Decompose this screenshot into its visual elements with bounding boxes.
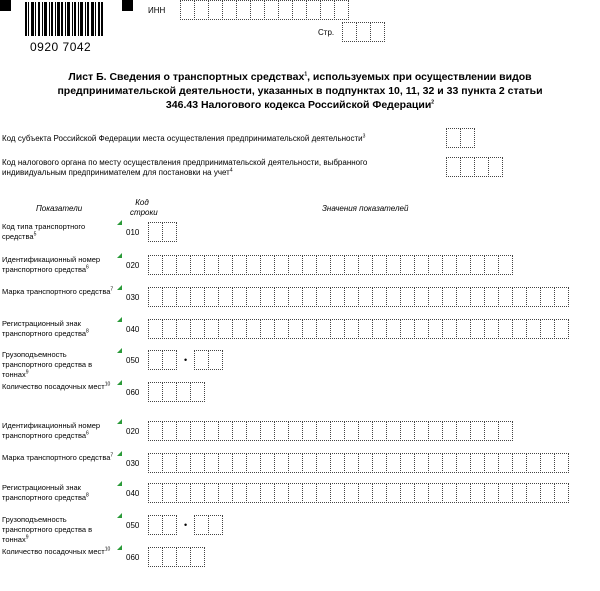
row-020-cell[interactable] — [260, 421, 275, 441]
row-030-cell[interactable] — [358, 453, 373, 473]
row-code-060: 060 — [126, 553, 140, 562]
row-label-050: Грузоподъемность транспортного средства в тоннах$^9$ — [2, 515, 93, 544]
row-040-cell[interactable] — [498, 319, 513, 339]
row-030-cell[interactable] — [344, 453, 359, 473]
subject-code-cell[interactable] — [446, 128, 461, 148]
row-030-cell[interactable] — [302, 287, 317, 307]
row-020-cell[interactable] — [176, 421, 191, 441]
row-code-040: 040 — [126, 325, 140, 334]
row-020-cell[interactable] — [162, 421, 177, 441]
column-header-row-code: Код строки — [130, 198, 158, 217]
row-060-cell[interactable] — [176, 547, 191, 567]
row-040-cell[interactable] — [386, 319, 401, 339]
row-marker — [117, 253, 122, 258]
row-020-cell[interactable] — [372, 421, 387, 441]
row-030-cell[interactable] — [554, 287, 569, 307]
inn-cell[interactable] — [236, 0, 251, 20]
row-060-cell[interactable] — [162, 547, 177, 567]
row-040-cell[interactable] — [218, 319, 233, 339]
inn-cell[interactable] — [320, 0, 335, 20]
row-040-cell[interactable] — [484, 483, 499, 503]
row-label-010: Код типа транспортного средства$^5$ — [2, 222, 86, 241]
row-060-cell[interactable] — [190, 382, 205, 402]
title-footnote-1: 1 — [304, 71, 308, 78]
row-030-cell[interactable] — [232, 453, 247, 473]
row-040-cell[interactable] — [358, 319, 373, 339]
row-020-cell[interactable] — [148, 255, 163, 275]
row-030-cell[interactable] — [484, 287, 499, 307]
row-field-060[interactable] — [148, 547, 204, 567]
row-020-cell[interactable] — [386, 255, 401, 275]
row-020-cell[interactable] — [358, 255, 373, 275]
row-040-cell[interactable] — [302, 483, 317, 503]
inn-cell[interactable] — [180, 0, 195, 20]
row-020-cell[interactable] — [456, 255, 471, 275]
title-footnote-2: 2 — [431, 99, 435, 106]
row-field-050-fraction[interactable] — [194, 515, 222, 535]
row-field-040[interactable] — [148, 483, 568, 503]
row-020-cell[interactable] — [386, 421, 401, 441]
row-code-020: 020 — [126, 261, 140, 270]
row-020-cell[interactable] — [232, 421, 247, 441]
tax-authority-code-cell[interactable] — [488, 157, 503, 177]
row-label-030: Марка транспортного средства$^7$ — [2, 452, 114, 462]
row-030-cell[interactable] — [386, 453, 401, 473]
row-label-020: Идентификационный номер транспортного средства$^6$ — [2, 421, 101, 440]
row-030-cell[interactable] — [232, 287, 247, 307]
sheet-title — [40, 70, 560, 112]
row-030-cell[interactable] — [204, 287, 219, 307]
inn-cell[interactable] — [250, 0, 265, 20]
row-040-cell[interactable] — [498, 483, 513, 503]
row-040-cell[interactable] — [190, 319, 205, 339]
row-040-cell[interactable] — [428, 483, 443, 503]
inn-cell[interactable] — [306, 0, 321, 20]
row-040-cell[interactable] — [176, 319, 191, 339]
column-header-indicators: Показатели — [36, 204, 83, 213]
row-marker — [117, 380, 122, 385]
row-030-cell[interactable] — [190, 453, 205, 473]
corner-marker-right — [122, 0, 133, 11]
row-030-cell[interactable] — [218, 287, 233, 307]
inn-label: ИНН — [148, 6, 166, 15]
row-030-cell[interactable] — [316, 453, 331, 473]
row-020-cell[interactable] — [414, 255, 429, 275]
title-rest: , используемых при осуществлении видов предпринимательской деятельности, указанных в подпунктах 10, 11, 32 и 33 пункта 2 статьи 346.43 Налогового кодекса Российской Федерации — [57, 71, 543, 111]
row-060-cell[interactable] — [190, 547, 205, 567]
row-030-cell[interactable] — [400, 453, 415, 473]
row-060-cell[interactable] — [162, 382, 177, 402]
row-030-cell[interactable] — [470, 453, 485, 473]
row-030-cell[interactable] — [162, 453, 177, 473]
row-marker — [117, 451, 122, 456]
row-field-020[interactable] — [148, 421, 512, 441]
page-number-cell[interactable] — [370, 22, 385, 42]
subject-code-cell[interactable] — [460, 128, 475, 148]
row-020-cell[interactable] — [232, 255, 247, 275]
row-030-cell[interactable] — [274, 287, 289, 307]
inn-cell[interactable] — [334, 0, 349, 20]
row-030-cell[interactable] — [190, 287, 205, 307]
row-020-cell[interactable] — [218, 255, 233, 275]
page-number-cell[interactable] — [356, 22, 371, 42]
row-020-cell[interactable] — [344, 421, 359, 441]
inn-cell[interactable] — [264, 0, 279, 20]
row-030-cell[interactable] — [498, 287, 513, 307]
row-020-cell[interactable] — [456, 421, 471, 441]
row-040-cell[interactable] — [428, 319, 443, 339]
inn-cell[interactable] — [292, 0, 307, 20]
row-030-cell[interactable] — [316, 287, 331, 307]
row-040-cell[interactable] — [190, 483, 205, 503]
row-field-050-integer[interactable] — [148, 515, 176, 535]
row-code-050: 050 — [126, 356, 140, 365]
row-040-cell[interactable] — [330, 483, 345, 503]
row-040-cell[interactable] — [484, 319, 499, 339]
row-040-cell[interactable] — [288, 483, 303, 503]
row-040-cell[interactable] — [526, 319, 541, 339]
row-030-cell[interactable] — [442, 453, 457, 473]
row-code-060: 060 — [126, 388, 140, 397]
row-040-cell[interactable] — [400, 319, 415, 339]
decimal-point: • — [184, 520, 188, 530]
row-040-cell[interactable] — [148, 483, 163, 503]
row-020-cell[interactable] — [470, 255, 485, 275]
row-marker — [117, 285, 122, 290]
row-030-cell[interactable] — [344, 287, 359, 307]
row-040-cell[interactable] — [554, 319, 569, 339]
row-050-frac-cell[interactable] — [194, 350, 209, 370]
row-030-cell[interactable] — [414, 287, 429, 307]
row-field-010[interactable] — [148, 222, 176, 242]
barcode-number: 0920 7042 — [30, 40, 92, 54]
row-020-cell[interactable] — [344, 255, 359, 275]
row-label-060: Количество посадочных мест$^{10}$ — [2, 381, 111, 391]
row-020-cell[interactable] — [316, 421, 331, 441]
row-030-cell[interactable] — [260, 287, 275, 307]
row-040-cell[interactable] — [512, 319, 527, 339]
tax-authority-code-cell[interactable] — [474, 157, 489, 177]
row-020-cell[interactable] — [190, 255, 205, 275]
row-030-cell[interactable] — [162, 287, 177, 307]
row-field-050-fraction[interactable] — [194, 350, 222, 370]
row-040-cell[interactable] — [540, 483, 555, 503]
row-label-040: Регистрационный знак транспортного средства$^8$ — [2, 483, 89, 502]
row-040-cell[interactable] — [372, 483, 387, 503]
row-030-cell[interactable] — [288, 453, 303, 473]
row-label-050: Грузоподъемность транспортного средства в тоннах$^9$ — [2, 350, 93, 379]
row-040-cell[interactable] — [162, 483, 177, 503]
row-040-cell[interactable] — [246, 483, 261, 503]
row-040-cell[interactable] — [204, 319, 219, 339]
corner-marker-left — [0, 0, 11, 11]
row-050-int-cell[interactable] — [148, 350, 163, 370]
row-060-cell[interactable] — [176, 382, 191, 402]
row-020-cell[interactable] — [316, 255, 331, 275]
row-030-cell[interactable] — [330, 287, 345, 307]
row-field-020[interactable] — [148, 255, 512, 275]
row-030-cell[interactable] — [260, 453, 275, 473]
row-030-cell[interactable] — [372, 287, 387, 307]
row-020-cell[interactable] — [330, 255, 345, 275]
row-040-cell[interactable] — [148, 319, 163, 339]
row-040-cell[interactable] — [204, 483, 219, 503]
row-020-cell[interactable] — [428, 421, 443, 441]
subject-code-field[interactable] — [446, 128, 474, 148]
row-020-cell[interactable] — [246, 255, 261, 275]
row-code-040: 040 — [126, 489, 140, 498]
row-code-020: 020 — [126, 427, 140, 436]
row-030-cell[interactable] — [330, 453, 345, 473]
row-040-cell[interactable] — [330, 319, 345, 339]
row-040-cell[interactable] — [358, 483, 373, 503]
row-020-cell[interactable] — [302, 255, 317, 275]
row-030-cell[interactable] — [246, 287, 261, 307]
row-020-cell[interactable] — [162, 255, 177, 275]
row-code-030: 030 — [126, 293, 140, 302]
row-040-cell[interactable] — [442, 319, 457, 339]
row-020-cell[interactable] — [288, 255, 303, 275]
row-050-int-cell[interactable] — [162, 350, 177, 370]
row-030-cell[interactable] — [526, 453, 541, 473]
row-030-cell[interactable] — [274, 453, 289, 473]
row-030-cell[interactable] — [540, 453, 555, 473]
row-020-cell[interactable] — [274, 255, 289, 275]
inn-cell[interactable] — [194, 0, 209, 20]
row-020-cell[interactable] — [484, 421, 499, 441]
row-020-cell[interactable] — [414, 421, 429, 441]
row-marker — [117, 317, 122, 322]
row-040-cell[interactable] — [526, 483, 541, 503]
row-030-cell[interactable] — [148, 287, 163, 307]
page-number-field[interactable] — [342, 22, 384, 42]
row-040-cell[interactable] — [260, 319, 275, 339]
row-040-cell[interactable] — [512, 483, 527, 503]
row-050-int-cell[interactable] — [148, 515, 163, 535]
row-030-cell[interactable] — [470, 287, 485, 307]
row-020-cell[interactable] — [302, 421, 317, 441]
row-040-cell[interactable] — [260, 483, 275, 503]
row-030-cell[interactable] — [484, 453, 499, 473]
row-040-cell[interactable] — [162, 319, 177, 339]
row-label-040: Регистрационный знак транспортного средства$^8$ — [2, 319, 89, 338]
row-040-cell[interactable] — [554, 483, 569, 503]
row-030-cell[interactable] — [386, 287, 401, 307]
row-030-cell[interactable] — [176, 287, 191, 307]
row-050-frac-cell[interactable] — [208, 515, 223, 535]
row-marker — [117, 481, 122, 486]
row-marker — [117, 545, 122, 550]
row-040-cell[interactable] — [400, 483, 415, 503]
row-030-cell[interactable] — [456, 287, 471, 307]
row-020-cell[interactable] — [498, 421, 513, 441]
row-020-cell[interactable] — [372, 255, 387, 275]
row-040-cell[interactable] — [302, 319, 317, 339]
inn-cell[interactable] — [222, 0, 237, 20]
row-030-cell[interactable] — [218, 453, 233, 473]
row-030-cell[interactable] — [442, 287, 457, 307]
row-020-cell[interactable] — [260, 255, 275, 275]
row-020-cell[interactable] — [470, 421, 485, 441]
row-040-cell[interactable] — [246, 319, 261, 339]
row-code-030: 030 — [126, 459, 140, 468]
row-field-030[interactable] — [148, 287, 568, 307]
tax-authority-code-label: Код налогового органа по месту осуществления предпринимательской деятельности, выбранного индивидуальным предпринимателем для постановки на учет$^4$ — [2, 158, 368, 177]
row-020-cell[interactable] — [442, 421, 457, 441]
tax-authority-code-cell[interactable] — [446, 157, 461, 177]
row-040-cell[interactable] — [442, 483, 457, 503]
row-030-cell[interactable] — [428, 453, 443, 473]
row-030-cell[interactable] — [358, 287, 373, 307]
row-030-cell[interactable] — [498, 453, 513, 473]
row-020-cell[interactable] — [190, 421, 205, 441]
row-020-cell[interactable] — [358, 421, 373, 441]
inn-cell[interactable] — [208, 0, 223, 20]
row-040-cell[interactable] — [456, 483, 471, 503]
row-040-cell[interactable] — [232, 319, 247, 339]
row-040-cell[interactable] — [274, 483, 289, 503]
row-030-cell[interactable] — [372, 453, 387, 473]
tax-authority-code-cell[interactable] — [460, 157, 475, 177]
row-050-frac-cell[interactable] — [208, 350, 223, 370]
row-050-frac-cell[interactable] — [194, 515, 209, 535]
row-030-cell[interactable] — [288, 287, 303, 307]
row-030-cell[interactable] — [526, 287, 541, 307]
row-020-cell[interactable] — [218, 421, 233, 441]
row-020-cell[interactable] — [442, 255, 457, 275]
tax-authority-code-field[interactable] — [446, 157, 502, 177]
row-020-cell[interactable] — [400, 255, 415, 275]
row-030-cell[interactable] — [400, 287, 415, 307]
row-040-cell[interactable] — [414, 319, 429, 339]
row-field-040[interactable] — [148, 319, 568, 339]
row-field-060[interactable] — [148, 382, 204, 402]
row-020-cell[interactable] — [176, 255, 191, 275]
row-code-050: 050 — [126, 521, 140, 530]
subject-code-label: Код субъекта Российской Федерации места осуществления предпринимательской деятельности$^3$ — [2, 133, 366, 143]
row-030-cell[interactable] — [148, 453, 163, 473]
row-040-cell[interactable] — [288, 319, 303, 339]
row-040-cell[interactable] — [414, 483, 429, 503]
row-code-010: 010 — [126, 228, 140, 237]
row-040-cell[interactable] — [274, 319, 289, 339]
row-field-050-integer[interactable] — [148, 350, 176, 370]
row-040-cell[interactable] — [470, 319, 485, 339]
page-label: Стр. — [318, 28, 335, 37]
inn-field[interactable] — [180, 0, 348, 20]
row-label-020: Идентификационный номер транспортного средства$^6$ — [2, 255, 101, 274]
row-020-cell[interactable] — [330, 421, 345, 441]
row-marker — [117, 513, 122, 518]
row-030-cell[interactable] — [428, 287, 443, 307]
row-label-030: Марка транспортного средства$^7$ — [2, 286, 114, 296]
row-020-cell[interactable] — [204, 255, 219, 275]
row-030-cell[interactable] — [456, 453, 471, 473]
row-010-cell[interactable] — [162, 222, 177, 242]
row-040-cell[interactable] — [176, 483, 191, 503]
row-020-cell[interactable] — [246, 421, 261, 441]
row-040-cell[interactable] — [218, 483, 233, 503]
page-number-cell[interactable] — [342, 22, 357, 42]
row-040-cell[interactable] — [456, 319, 471, 339]
row-040-cell[interactable] — [540, 319, 555, 339]
row-040-cell[interactable] — [344, 319, 359, 339]
row-040-cell[interactable] — [372, 319, 387, 339]
row-marker — [117, 419, 122, 424]
title-main: Лист Б. Сведения о транспортных средствах — [68, 71, 305, 83]
row-020-cell[interactable] — [148, 421, 163, 441]
row-060-cell[interactable] — [148, 547, 163, 567]
column-header-values: Значения показателей — [322, 204, 409, 213]
row-030-cell[interactable] — [554, 453, 569, 473]
row-030-cell[interactable] — [512, 287, 527, 307]
row-field-030[interactable] — [148, 453, 568, 473]
row-060-cell[interactable] — [148, 382, 163, 402]
row-040-cell[interactable] — [232, 483, 247, 503]
row-040-cell[interactable] — [470, 483, 485, 503]
row-030-cell[interactable] — [204, 453, 219, 473]
row-030-cell[interactable] — [414, 453, 429, 473]
row-020-cell[interactable] — [484, 255, 499, 275]
row-label-060: Количество посадочных мест$^{10}$ — [2, 546, 111, 556]
inn-cell[interactable] — [278, 0, 293, 20]
decimal-point: • — [184, 355, 188, 365]
row-030-cell[interactable] — [246, 453, 261, 473]
row-020-cell[interactable] — [204, 421, 219, 441]
row-030-cell[interactable] — [176, 453, 191, 473]
row-030-cell[interactable] — [540, 287, 555, 307]
row-030-cell[interactable] — [512, 453, 527, 473]
row-marker — [117, 348, 122, 353]
row-020-cell[interactable] — [400, 421, 415, 441]
row-020-cell[interactable] — [498, 255, 513, 275]
row-030-cell[interactable] — [302, 453, 317, 473]
barcode-image — [25, 2, 103, 38]
row-040-cell[interactable] — [344, 483, 359, 503]
row-marker — [117, 220, 122, 225]
row-010-cell[interactable] — [148, 222, 163, 242]
row-040-cell[interactable] — [386, 483, 401, 503]
row-040-cell[interactable] — [316, 483, 331, 503]
row-020-cell[interactable] — [288, 421, 303, 441]
row-020-cell[interactable] — [274, 421, 289, 441]
row-050-int-cell[interactable] — [162, 515, 177, 535]
row-040-cell[interactable] — [316, 319, 331, 339]
row-020-cell[interactable] — [428, 255, 443, 275]
